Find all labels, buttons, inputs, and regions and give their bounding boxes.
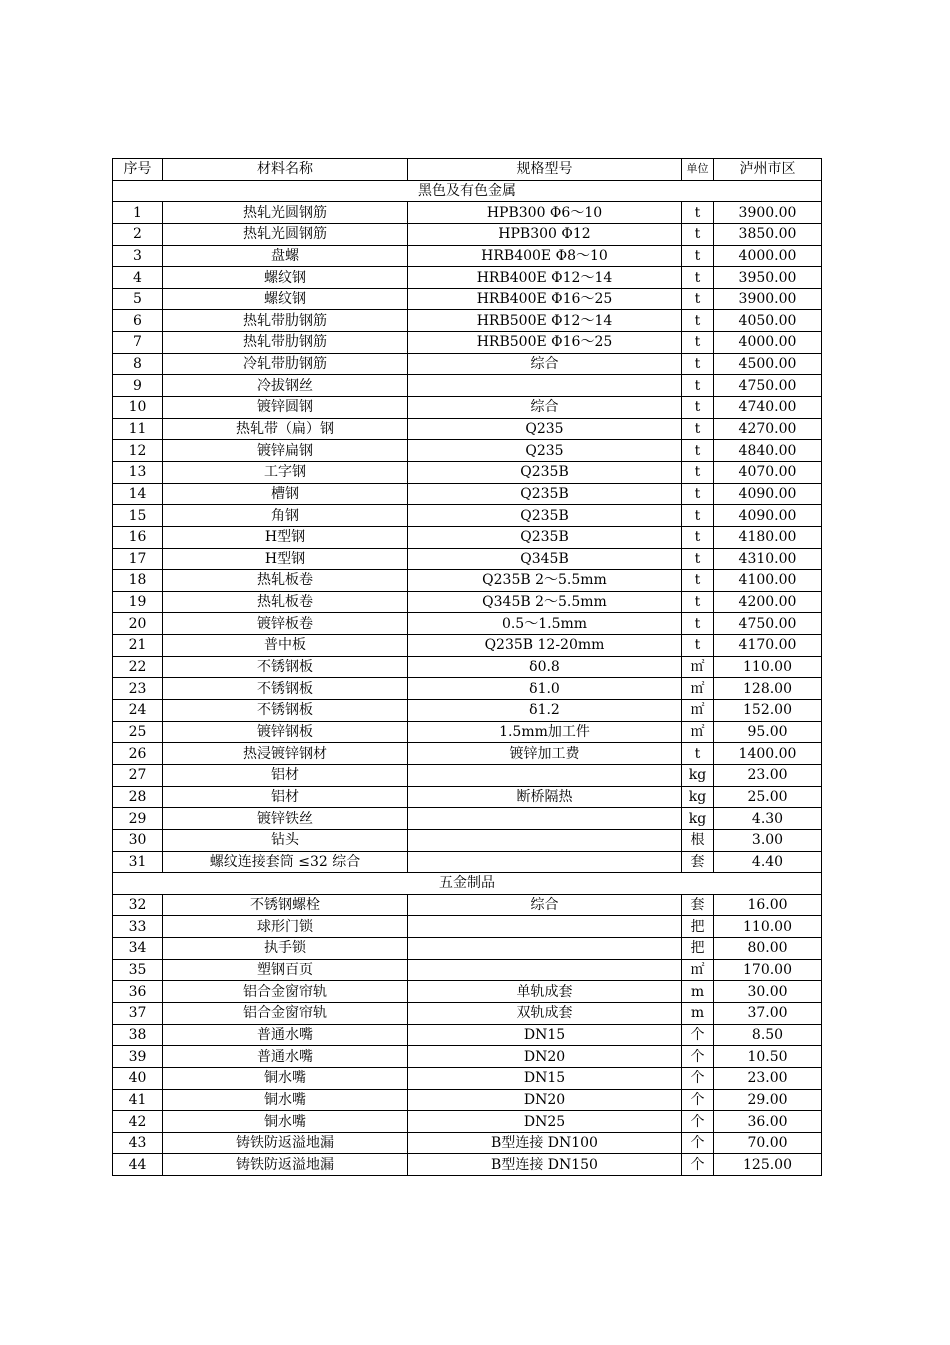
cell-seq: 5 <box>113 288 163 310</box>
table-row <box>113 483 822 505</box>
table-row <box>113 202 822 224</box>
table-row <box>113 245 822 267</box>
cell-unit: m <box>682 981 714 1003</box>
cell-unit: t <box>682 375 714 397</box>
cell-name: 盘螺 <box>163 245 408 267</box>
cell-name: 铝材 <box>163 764 408 786</box>
header-unit: 单位 <box>682 159 714 181</box>
cell-unit: t <box>682 332 714 354</box>
cell-price: 128.00 <box>714 678 822 700</box>
cell-name: 镀锌铁丝 <box>163 808 408 830</box>
cell-name: 普中板 <box>163 635 408 657</box>
cell-seq: 22 <box>113 656 163 678</box>
section-title: 五金制品 <box>113 873 822 895</box>
cell-price: 4180.00 <box>714 526 822 548</box>
cell-price: 4090.00 <box>714 505 822 527</box>
table-row <box>113 1046 822 1068</box>
cell-spec: 综合 <box>408 353 682 375</box>
table-row <box>113 1067 822 1089</box>
table-row <box>113 764 822 786</box>
cell-seq: 39 <box>113 1046 163 1068</box>
cell-unit: t <box>682 548 714 570</box>
cell-seq: 44 <box>113 1154 163 1176</box>
cell-unit: t <box>682 591 714 613</box>
cell-name: 热轧带（扁）钢 <box>163 418 408 440</box>
cell-unit: t <box>682 267 714 289</box>
cell-unit: kg <box>682 764 714 786</box>
cell-price: 8.50 <box>714 1024 822 1046</box>
cell-spec: DN25 <box>408 1111 682 1133</box>
cell-unit: kg <box>682 786 714 808</box>
header-name: 材料名称 <box>163 159 408 181</box>
cell-seq: 11 <box>113 418 163 440</box>
table-row <box>113 851 822 873</box>
cell-seq: 25 <box>113 721 163 743</box>
cell-spec: Q235B <box>408 461 682 483</box>
cell-spec: Q235B <box>408 526 682 548</box>
cell-spec: DN15 <box>408 1067 682 1089</box>
cell-unit: 套 <box>682 894 714 916</box>
table-row <box>113 505 822 527</box>
cell-unit: 个 <box>682 1067 714 1089</box>
cell-unit: t <box>682 245 714 267</box>
cell-name: 螺纹连接套筒 ≤32 综合 <box>163 851 408 873</box>
table-row <box>113 526 822 548</box>
cell-seq: 37 <box>113 1002 163 1024</box>
table-row <box>113 375 822 397</box>
cell-spec: DN20 <box>408 1089 682 1111</box>
cell-seq: 29 <box>113 808 163 830</box>
cell-seq: 16 <box>113 526 163 548</box>
cell-spec: 1.5mm加工件 <box>408 721 682 743</box>
cell-name: 角钢 <box>163 505 408 527</box>
cell-name: 螺纹钢 <box>163 267 408 289</box>
table-body <box>113 180 822 1175</box>
cell-spec: DN15 <box>408 1024 682 1046</box>
cell-spec: B型连接 DN100 <box>408 1132 682 1154</box>
cell-unit: t <box>682 310 714 332</box>
cell-spec <box>408 764 682 786</box>
cell-spec <box>408 938 682 960</box>
cell-seq: 43 <box>113 1132 163 1154</box>
cell-seq: 41 <box>113 1089 163 1111</box>
cell-name: 热轧带肋钢筋 <box>163 310 408 332</box>
cell-name: 铝合金窗帘轨 <box>163 1002 408 1024</box>
table-row <box>113 1111 822 1133</box>
cell-name: 铜水嘴 <box>163 1089 408 1111</box>
table-row <box>113 959 822 981</box>
cell-price: 29.00 <box>714 1089 822 1111</box>
cell-unit: t <box>682 483 714 505</box>
table-row <box>113 808 822 830</box>
cell-price: 110.00 <box>714 656 822 678</box>
cell-seq: 23 <box>113 678 163 700</box>
table-row <box>113 1089 822 1111</box>
cell-unit: t <box>682 613 714 635</box>
table-row <box>113 981 822 1003</box>
cell-spec <box>408 959 682 981</box>
cell-name: 工字钢 <box>163 461 408 483</box>
cell-unit: 个 <box>682 1024 714 1046</box>
cell-spec <box>408 808 682 830</box>
cell-unit: 套 <box>682 851 714 873</box>
table-row <box>113 916 822 938</box>
cell-spec: HRB400E Φ12～14 <box>408 267 682 289</box>
cell-unit: 把 <box>682 938 714 960</box>
cell-spec: HRB400E Φ8～10 <box>408 245 682 267</box>
cell-name: 镀锌板卷 <box>163 613 408 635</box>
cell-spec: HRB500E Φ16～25 <box>408 332 682 354</box>
cell-name: 不锈钢螺栓 <box>163 894 408 916</box>
table-row <box>113 440 822 462</box>
cell-name: 镀锌钢板 <box>163 721 408 743</box>
cell-spec: 双轨成套 <box>408 1002 682 1024</box>
cell-seq: 33 <box>113 916 163 938</box>
cell-price: 3.00 <box>714 829 822 851</box>
cell-seq: 36 <box>113 981 163 1003</box>
cell-seq: 7 <box>113 332 163 354</box>
cell-spec: 0.5～1.5mm <box>408 613 682 635</box>
cell-spec: Q235B <box>408 483 682 505</box>
cell-unit: t <box>682 505 714 527</box>
cell-spec: δ0.8 <box>408 656 682 678</box>
cell-seq: 42 <box>113 1111 163 1133</box>
cell-price: 4740.00 <box>714 397 822 419</box>
cell-seq: 20 <box>113 613 163 635</box>
cell-seq: 8 <box>113 353 163 375</box>
table-row <box>113 700 822 722</box>
cell-spec: Q235 <box>408 418 682 440</box>
cell-unit: kg <box>682 808 714 830</box>
cell-seq: 31 <box>113 851 163 873</box>
header-seq: 序号 <box>113 159 163 181</box>
cell-name: 不锈钢板 <box>163 656 408 678</box>
cell-price: 125.00 <box>714 1154 822 1176</box>
header-price: 泸州市区 <box>714 159 822 181</box>
cell-spec: 镀锌加工费 <box>408 743 682 765</box>
cell-price: 152.00 <box>714 700 822 722</box>
cell-spec <box>408 851 682 873</box>
cell-seq: 19 <box>113 591 163 613</box>
cell-price: 1400.00 <box>714 743 822 765</box>
cell-seq: 40 <box>113 1067 163 1089</box>
cell-price: 170.00 <box>714 959 822 981</box>
cell-name: 热轧带肋钢筋 <box>163 332 408 354</box>
cell-unit: t <box>682 526 714 548</box>
cell-price: 4170.00 <box>714 635 822 657</box>
cell-spec: 综合 <box>408 894 682 916</box>
cell-seq: 35 <box>113 959 163 981</box>
cell-price: 30.00 <box>714 981 822 1003</box>
cell-seq: 6 <box>113 310 163 332</box>
cell-unit: t <box>682 202 714 224</box>
cell-seq: 17 <box>113 548 163 570</box>
cell-seq: 13 <box>113 461 163 483</box>
section-row <box>113 873 822 895</box>
cell-seq: 27 <box>113 764 163 786</box>
table-row <box>113 743 822 765</box>
cell-name: 热浸镀锌钢材 <box>163 743 408 765</box>
cell-price: 4100.00 <box>714 570 822 592</box>
cell-unit: t <box>682 288 714 310</box>
cell-price: 4090.00 <box>714 483 822 505</box>
cell-price: 3900.00 <box>714 288 822 310</box>
table-row <box>113 1024 822 1046</box>
table-row <box>113 418 822 440</box>
cell-price: 36.00 <box>714 1111 822 1133</box>
cell-name: 热轧板卷 <box>163 591 408 613</box>
table-row <box>113 938 822 960</box>
cell-spec: 断桥隔热 <box>408 786 682 808</box>
cell-name: 钻头 <box>163 829 408 851</box>
cell-name: 热轧光圆钢筋 <box>163 202 408 224</box>
cell-seq: 34 <box>113 938 163 960</box>
cell-seq: 26 <box>113 743 163 765</box>
cell-seq: 10 <box>113 397 163 419</box>
cell-name: H型钢 <box>163 548 408 570</box>
cell-name: 执手锁 <box>163 938 408 960</box>
table-header-row <box>113 159 822 181</box>
cell-seq: 18 <box>113 570 163 592</box>
cell-name: 普通水嘴 <box>163 1046 408 1068</box>
cell-price: 4840.00 <box>714 440 822 462</box>
cell-seq: 2 <box>113 223 163 245</box>
table-row <box>113 288 822 310</box>
cell-spec: 单轨成套 <box>408 981 682 1003</box>
cell-name: 铝材 <box>163 786 408 808</box>
cell-name: 不锈钢板 <box>163 678 408 700</box>
cell-price: 4310.00 <box>714 548 822 570</box>
cell-spec <box>408 829 682 851</box>
cell-unit: 个 <box>682 1132 714 1154</box>
cell-seq: 9 <box>113 375 163 397</box>
cell-name: 热轧光圆钢筋 <box>163 223 408 245</box>
cell-name: 冷拔钢丝 <box>163 375 408 397</box>
cell-name: 普通水嘴 <box>163 1024 408 1046</box>
cell-seq: 12 <box>113 440 163 462</box>
section-row <box>113 180 822 202</box>
table-row <box>113 310 822 332</box>
cell-unit: t <box>682 461 714 483</box>
cell-price: 16.00 <box>714 894 822 916</box>
cell-name: 球形门锁 <box>163 916 408 938</box>
cell-price: 4000.00 <box>714 245 822 267</box>
cell-unit: t <box>682 440 714 462</box>
table-row <box>113 721 822 743</box>
cell-price: 25.00 <box>714 786 822 808</box>
cell-name: 螺纹钢 <box>163 288 408 310</box>
table-row <box>113 267 822 289</box>
cell-name: 冷轧带肋钢筋 <box>163 353 408 375</box>
table-row <box>113 613 822 635</box>
cell-spec: Q235B 12-20mm <box>408 635 682 657</box>
cell-unit: t <box>682 743 714 765</box>
cell-spec: Q345B 2～5.5mm <box>408 591 682 613</box>
cell-unit: ㎡ <box>682 721 714 743</box>
cell-spec: HPB300 Φ6～10 <box>408 202 682 224</box>
cell-unit: ㎡ <box>682 959 714 981</box>
cell-spec: Q345B <box>408 548 682 570</box>
cell-unit: 根 <box>682 829 714 851</box>
cell-unit: 个 <box>682 1111 714 1133</box>
cell-name: 不锈钢板 <box>163 700 408 722</box>
cell-unit: t <box>682 223 714 245</box>
cell-price: 4000.00 <box>714 332 822 354</box>
cell-name: 槽钢 <box>163 483 408 505</box>
cell-spec: Q235B 2～5.5mm <box>408 570 682 592</box>
cell-seq: 38 <box>113 1024 163 1046</box>
cell-price: 4.30 <box>714 808 822 830</box>
table-row <box>113 1154 822 1176</box>
cell-unit: 把 <box>682 916 714 938</box>
cell-price: 95.00 <box>714 721 822 743</box>
cell-seq: 14 <box>113 483 163 505</box>
cell-unit: t <box>682 418 714 440</box>
cell-unit: ㎡ <box>682 656 714 678</box>
cell-spec: HPB300 Φ12 <box>408 223 682 245</box>
cell-spec <box>408 916 682 938</box>
table-row <box>113 461 822 483</box>
cell-price: 80.00 <box>714 938 822 960</box>
table-row <box>113 635 822 657</box>
cell-price: 4270.00 <box>714 418 822 440</box>
cell-spec: δ1.0 <box>408 678 682 700</box>
cell-name: 铜水嘴 <box>163 1067 408 1089</box>
cell-spec: Q235B <box>408 505 682 527</box>
cell-name: 塑钢百页 <box>163 959 408 981</box>
cell-price: 37.00 <box>714 1002 822 1024</box>
cell-price: 23.00 <box>714 764 822 786</box>
table-row <box>113 397 822 419</box>
cell-name: 镀锌圆钢 <box>163 397 408 419</box>
cell-seq: 24 <box>113 700 163 722</box>
cell-unit: 个 <box>682 1046 714 1068</box>
cell-seq: 21 <box>113 635 163 657</box>
cell-price: 3900.00 <box>714 202 822 224</box>
cell-seq: 3 <box>113 245 163 267</box>
cell-name: 热轧板卷 <box>163 570 408 592</box>
cell-price: 4200.00 <box>714 591 822 613</box>
table-row <box>113 1132 822 1154</box>
table-row <box>113 591 822 613</box>
table-row <box>113 678 822 700</box>
cell-spec: B型连接 DN150 <box>408 1154 682 1176</box>
table-row <box>113 894 822 916</box>
cell-name: 铝合金窗帘轨 <box>163 981 408 1003</box>
cell-price: 4750.00 <box>714 375 822 397</box>
cell-unit: t <box>682 635 714 657</box>
cell-name: H型钢 <box>163 526 408 548</box>
cell-price: 4750.00 <box>714 613 822 635</box>
cell-name: 铸铁防返溢地漏 <box>163 1154 408 1176</box>
cell-seq: 28 <box>113 786 163 808</box>
cell-name: 铜水嘴 <box>163 1111 408 1133</box>
section-title: 黑色及有色金属 <box>113 180 822 202</box>
cell-price: 3950.00 <box>714 267 822 289</box>
cell-spec: δ1.2 <box>408 700 682 722</box>
table-row <box>113 786 822 808</box>
cell-price: 10.50 <box>714 1046 822 1068</box>
cell-spec: Q235 <box>408 440 682 462</box>
cell-price: 70.00 <box>714 1132 822 1154</box>
cell-name: 镀锌扁钢 <box>163 440 408 462</box>
cell-seq: 4 <box>113 267 163 289</box>
cell-spec: HRB400E Φ16～25 <box>408 288 682 310</box>
table-row <box>113 1002 822 1024</box>
cell-unit: m <box>682 1002 714 1024</box>
table-row <box>113 829 822 851</box>
price-sheet <box>112 158 822 1176</box>
table-row <box>113 548 822 570</box>
cell-unit: 个 <box>682 1089 714 1111</box>
cell-price: 4500.00 <box>714 353 822 375</box>
cell-spec <box>408 375 682 397</box>
cell-price: 110.00 <box>714 916 822 938</box>
cell-unit: ㎡ <box>682 700 714 722</box>
table-row <box>113 332 822 354</box>
table-row <box>113 223 822 245</box>
cell-price: 23.00 <box>714 1067 822 1089</box>
cell-unit: t <box>682 570 714 592</box>
cell-name: 铸铁防返溢地漏 <box>163 1132 408 1154</box>
cell-unit: ㎡ <box>682 678 714 700</box>
cell-seq: 15 <box>113 505 163 527</box>
table-row <box>113 570 822 592</box>
cell-price: 4050.00 <box>714 310 822 332</box>
cell-spec: DN20 <box>408 1046 682 1068</box>
material-price-table <box>112 158 822 1176</box>
cell-spec: HRB500E Φ12～14 <box>408 310 682 332</box>
cell-price: 4.40 <box>714 851 822 873</box>
cell-unit: 个 <box>682 1154 714 1176</box>
table-row <box>113 656 822 678</box>
cell-unit: t <box>682 397 714 419</box>
cell-price: 4070.00 <box>714 461 822 483</box>
header-spec: 规格型号 <box>408 159 682 181</box>
cell-seq: 32 <box>113 894 163 916</box>
cell-seq: 1 <box>113 202 163 224</box>
cell-unit: t <box>682 353 714 375</box>
cell-price: 3850.00 <box>714 223 822 245</box>
cell-spec: 综合 <box>408 397 682 419</box>
cell-seq: 30 <box>113 829 163 851</box>
table-row <box>113 353 822 375</box>
